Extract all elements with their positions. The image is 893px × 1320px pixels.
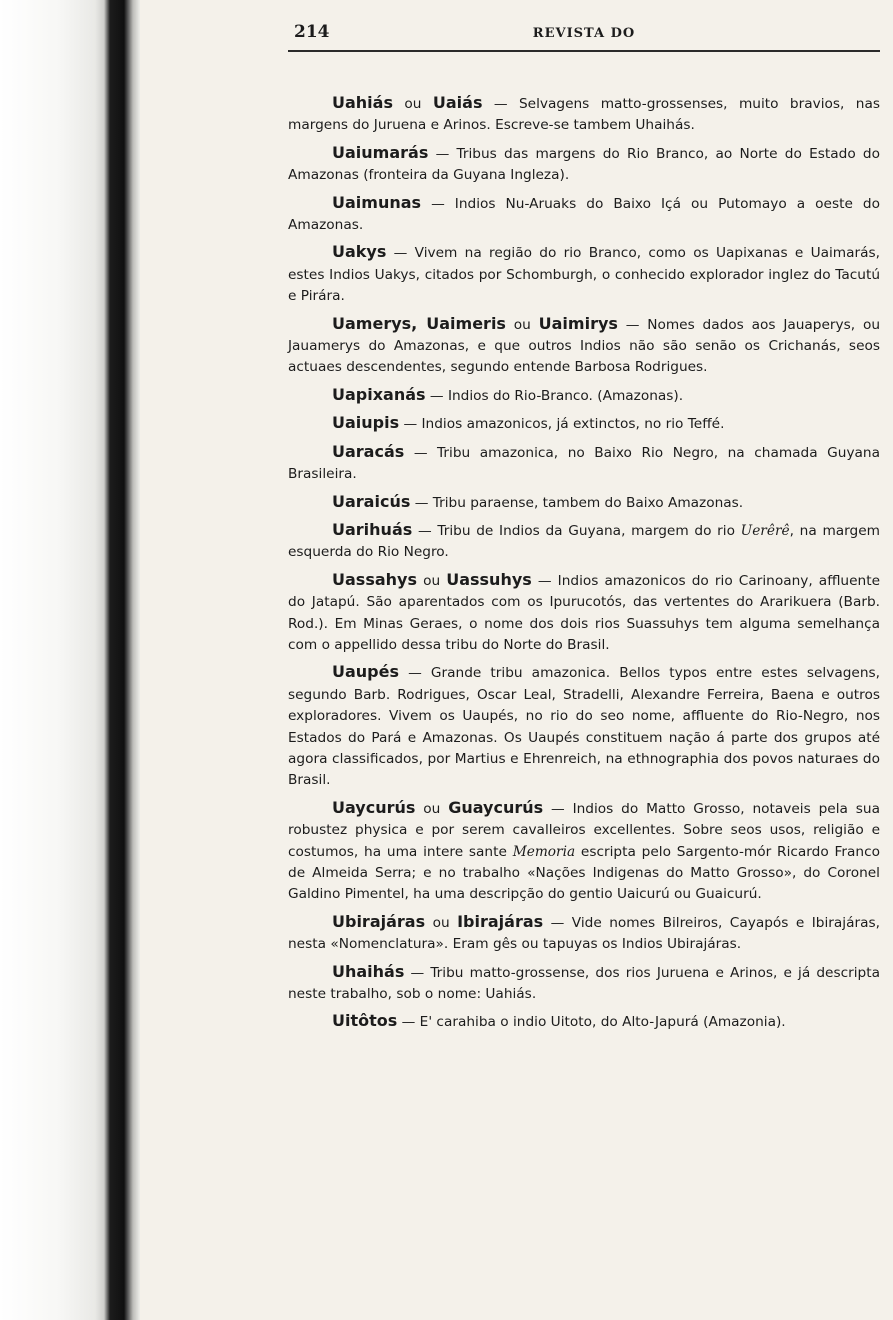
entry-uassahys [288,569,880,657]
entry-body: — Indios do Rio-Branco. (Amazonas). [425,387,684,404]
entry-uaraicus [288,491,880,514]
entry-uarihuas [288,519,880,564]
entry-body: — Indios amazonicos, já extinctos, no rio Teffé. [399,416,725,433]
entry-uaupes [288,661,880,791]
page-number: 214 [294,22,330,42]
entry-term: Uaycurús [332,797,416,817]
entry-body-after: , na margem esquerda do Rio Negro. [288,522,880,561]
entry-term: Uapixanás [332,384,426,404]
entry-term-alt: Uaiás [432,93,483,112]
entry-body: — Tribus das margens do Rio Branco, ao Norte do Estado do Amazonas (fronteira da Guyana Ingleza). [288,145,880,184]
entry-uamerys [288,313,880,379]
entry-body: — Nomes dados aos Jauaperys, ou Jauamerys do Amazonas, e que outros Indios não são senão os Crichanás, seos actuaes descendentes, segundo entende Barbosa Rodrigues. [288,316,880,376]
entry-body: — Tribu paraense, tambem do Baixo Amazonas. [410,494,744,511]
entry-connector: ou [415,800,449,817]
entry-uhaihas [288,961,880,1006]
entry-term: Uahiás [332,93,393,112]
entry-body: — Indios amazonicos do rio Carinoany, affluente do Jatapú. São aparentados com os Ipurucotós, das vertentes do Ararikuera (Barb. Rod.). Em Minas Geraes, o nome dos dois rios Suassuhys tem alguma semelhança com o appellido dessa tribu do Norte do Brasil. [288,572,880,653]
entry-term: Uaupés [332,662,400,682]
entry-body: — Vide nomes Bilreiros, Cayapós e Ibirajáras, nesta «Nomenclatura». Eram gês ou tapuyas os Indios Ubirajáras. [288,914,880,953]
entry-term-alt: Ibirajáras [457,911,544,931]
entry-term: Uaiumarás [332,142,429,162]
entry-body-italic: Memoria [512,843,576,860]
entry-term: Uaraicús [332,491,411,511]
document-page [288,20,880,1315]
entry-uaracas [288,441,880,486]
entry-uitotos [288,1010,880,1033]
entry-uapixanas [288,384,880,407]
entry-term-alt: Uassuhys [446,569,532,589]
entry-uaiumaras [288,142,880,187]
entry-term: Ubirajáras [332,911,426,931]
entry-term: Uassahys [332,569,417,589]
entry-connector: ou [425,914,458,931]
entry-body-italic: Uerêrê [740,522,790,539]
entry-uaycurus [288,797,880,906]
entry-term: Uarihuás [332,519,413,539]
entry-body: — E' carahiba o indio Uitoto, do Alto-Japurá (Amazonia). [397,1014,786,1031]
entry-ubirajaras [288,911,880,956]
entry-term-alt: Guaycurús [448,797,544,817]
entry-term: Uaracás [332,441,405,461]
entries-list [288,92,880,1034]
entry-body: — Tribu amazonica, no Baixo Rio Negro, na chamada Guyana Brasileira. [288,444,880,483]
entry-body: — Vivem na região do rio Branco, como os Uapixanas e Uaimarás, estes Indios Uakys, citados por Schomburgh, o conhecido explorador inglez do Tacutú e Pirára. [288,245,880,305]
entry-uaiupis [288,412,880,435]
entry-body: — Indios Nu-Aruaks do Baixo Içá ou Putomayo a oeste do Amazonas. [288,195,880,234]
entry-uahias [288,92,880,137]
book-gutter-shadow [0,0,140,1320]
entry-uakys [288,241,880,307]
page-header [288,20,880,52]
entry-term: Uaimunas [332,192,422,212]
entry-body: — Tribu de Indios da Guyana, margem do rio [412,522,741,539]
entry-term: Uakys [332,242,387,262]
entry-connector: ou [505,316,539,333]
entry-body: — Tribu matto-grossense, dos rios Juruena e Arinos, e já descripta neste trabalho, sob o nome: Uahiás. [288,964,880,1003]
running-title: REVISTA DO [532,26,636,41]
entry-term: Uitôtos [332,1011,398,1031]
entry-body: — Grande tribu amazonica. Bellos typos entre estes selvagens, segundo Barb. Rodrigues, Oscar Leal, Stradelli, Alexandre Ferreira, Baena e outros exploradores. Vivem os Uaupés, no rio do seo nome, affluente do Rio-Negro, nos Estados do Pará e Amazonas. Os Uaupés constituem nação á parte dos grupos até agora classificados, por Martius e Ehrenreich, na ethnographia dos povos naturaes do Brasil. [288,665,880,789]
entry-term: Uaiupis [332,413,400,433]
entry-connector: ou [416,572,447,589]
entry-term: Uamerys, Uaimeris [332,313,506,333]
entry-term: Uhaihás [332,961,405,981]
entry-body: — Selvagens matto-grossenses, muito bravios, nas margens do Juruena e Arinos. Escreve-se tambem Uhaihás. [288,96,880,134]
entry-connector: ou [392,96,433,112]
entry-body: — Indios do Matto Grosso, notaveis pela sua robustez physica e por serem cavalleiros excellentes. Sobre seos usos, religião e costumos, ha uma intere sante [288,800,880,860]
entry-term-alt: Uaimirys [538,313,618,333]
entry-body-after: escripta pelo Sargento-mór Ricardo Franco de Almeida Serra; e no trabalho «Nações Indigenas do Matto Grosso», do Coronel Galdino Pimentel, ha uma descripção do gentio Uaicurú ou Guaicurú. [288,843,880,903]
entry-uaimunas [288,192,880,237]
